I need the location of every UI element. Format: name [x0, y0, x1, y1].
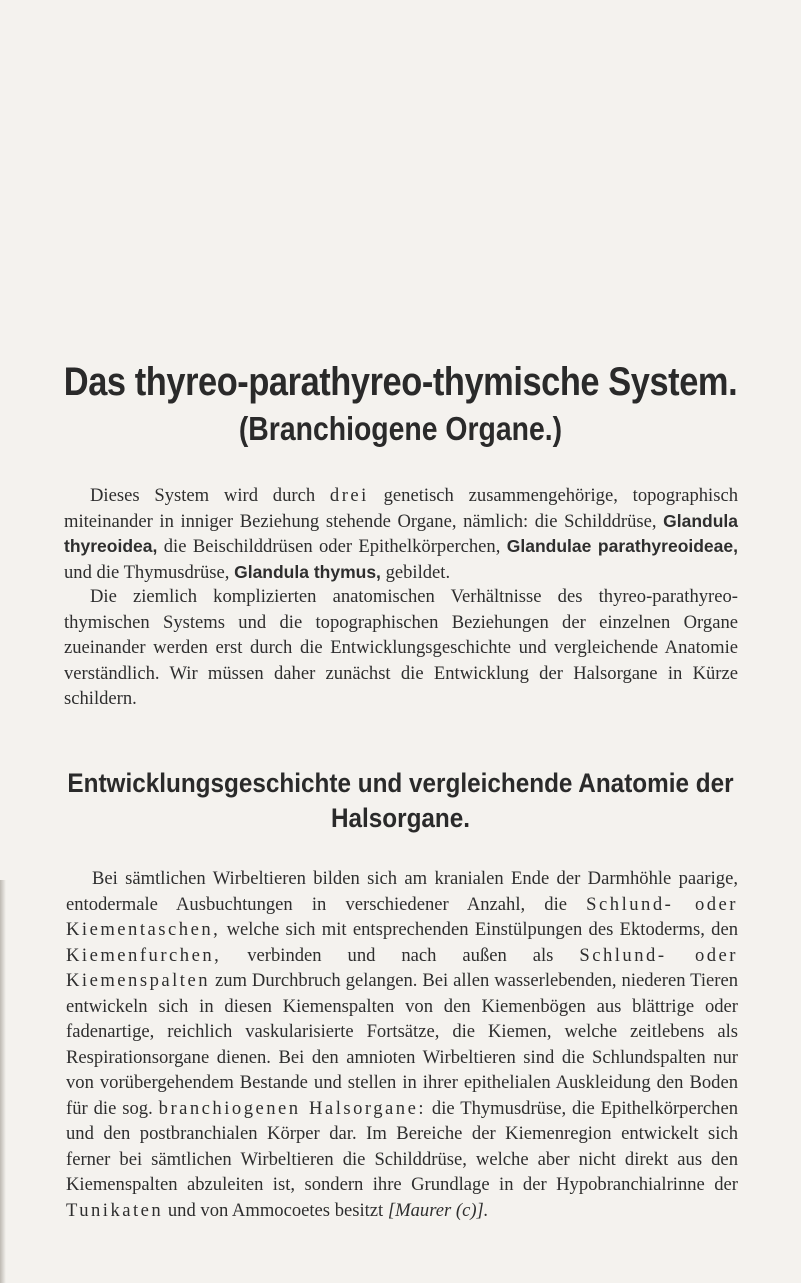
emphasis-text: Schlund- oder Kiementaschen,	[66, 893, 738, 940]
intro-paragraph-1: Dieses System wird durch drei genetisch zusammengehörige, topographisch miteinander in inniger Beziehung stehende Organe, nämlich: die Schilddrüse, Glandula thyreoidea, die Beischilddrüsen oder Epithelkörperchen, Glandulae parathyreoideae, und die Thymusdrüse, Glandula thymus, gebildet.	[64, 485, 738, 583]
chapter-title: Das thyreo-parathyreo-thymische System.	[63, 360, 738, 404]
page-binding-shadow	[0, 880, 6, 1283]
emphasis-text: branchiogenen Halsorgane:	[158, 1097, 427, 1119]
emphasis-text: Tunikaten	[66, 1199, 164, 1221]
term-glandula-thymus: Glandula thymus,	[234, 561, 381, 582]
emphasis-text: drei	[329, 485, 369, 506]
chapter-subtitle: (Branchiogene Organe.)	[238, 410, 563, 447]
term-glandula-thyreoidea: Glandula thyreoidea,	[64, 510, 738, 556]
citation: [Maurer (c)].	[387, 1199, 489, 1221]
term-glandulae-parathyreoideae: Glandulae parathyreoideae,	[506, 536, 738, 556]
emphasis-text: Schlund- oder Kiemenspalten	[66, 944, 739, 991]
section-title-line-2: Halsorgane.	[330, 803, 471, 833]
section-paragraph: Bei sämtlichen Wirbeltieren bilden sich am kranialen Ende der Darmhöhle paarige, entodermale Ausbuchtungen in verschiedener Anzahl, die Schlund- oder Kiementaschen, welche sich mit entsprechenden Einstülpungen des Ektoderms, den Kiemenfurchen, verbinden und nach außen als Schlund- oder Kiemenspalten zum Durchbruch gelangen. Bei allen wasserlebenden, niederen Tieren entwickeln sich in diesen Kiemenspalten von den Kiemenbögen aus blättrige oder fadenartige, reichlich vaskularisierte Fortsätze, die Kiemen, welche zeitlebens als Respirationsorgane dienen. Bei den amnioten Wirbeltieren sind die Schlundspalten nur von vorübergehendem Bestande und stellen in ihrer epithelialen Auskleidung den Boden für die sog. branchiogenen Halsorgane: die Thymusdrüse, die Epithelkörperchen und den postbranchialen Körper dar. Im Bereiche der Kiemenregion entwickelt sich ferner bei sämtlichen Wirbeltieren die Schilddrüse, welche aber nicht direkt aus den Kiemenspalten abzuleiten ist, sondern ihre Grundlage in der Hypobranchialrinne der Tunikaten und von Ammocoetes besitzt [Maurer (c)].	[66, 868, 739, 1221]
intro-paragraph-2: Die ziemlich komplizierten anatomischen Verhältnisse des thyreo-parathyreo-thymischen Systems und die topographischen Beziehungen der einzelnen Organe zueinander werden erst durch die Entwicklungsgeschichte und vergleichende Anatomie verständlich. Wir müssen daher zunächst die Entwicklung der Halsorgane in Kürze schildern.	[64, 586, 738, 709]
emphasis-text: Kiemenfurchen,	[66, 944, 222, 966]
term-hypobranchialrinne: Hypobranchialrinne	[556, 1174, 705, 1195]
section-title-line-1: Entwicklungsgeschichte und vergleichende Anatomie der	[67, 768, 734, 798]
